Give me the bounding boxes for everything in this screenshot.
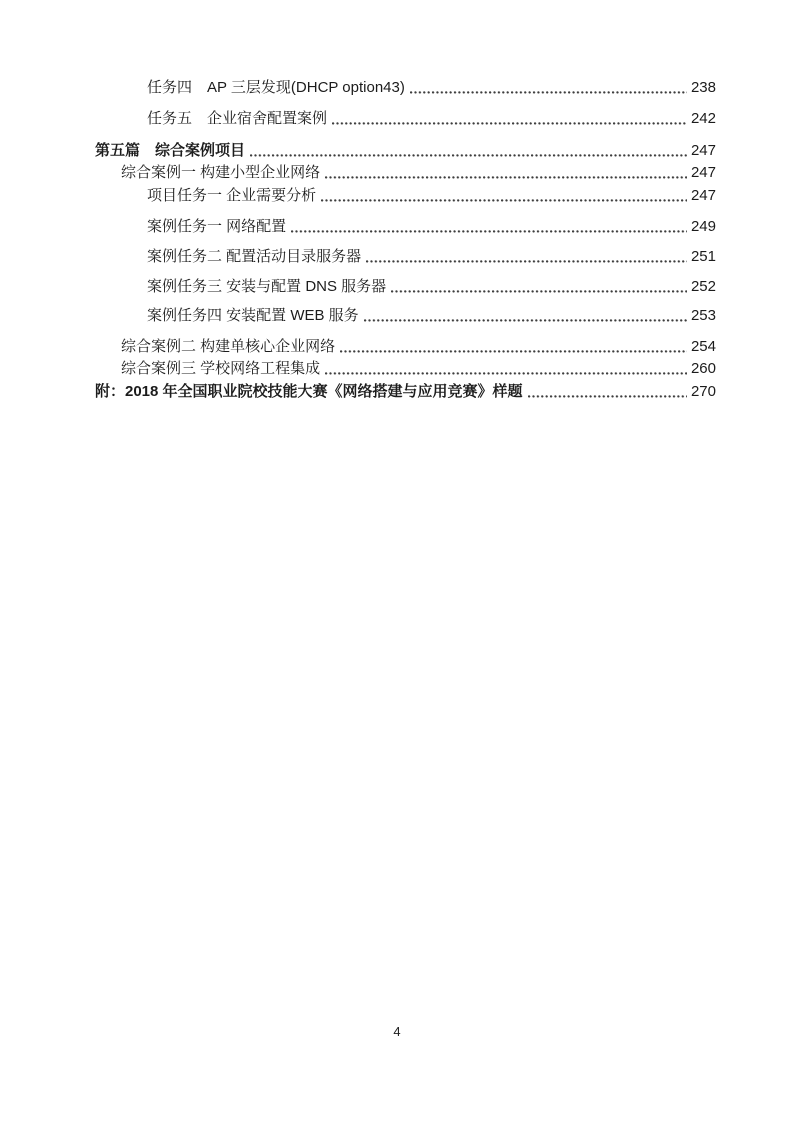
toc-entry-page-number: 242: [690, 110, 716, 127]
dot-leader: [291, 230, 687, 233]
toc-entry-label: 任务五 企业宿舍配置案例: [147, 110, 328, 127]
toc-entry-label: 第五篇 综合案例项目: [95, 142, 246, 159]
toc-entry[interactable]: [95, 165, 716, 181]
toc-entry-label: 任务四 AP 三层发现(DHCP option43): [147, 79, 405, 96]
toc-entry-page-number: 247: [690, 142, 716, 159]
dot-leader: [391, 290, 687, 293]
toc-entry-label: 案例任务一 网络配置: [147, 218, 287, 235]
toc-entry-page-number: 270: [690, 383, 716, 400]
toc-entry-label: 附：2018 年全国职业院校技能大赛《网络搭建与应用竞赛》样题: [95, 383, 523, 400]
toc-entry[interactable]: [95, 361, 716, 377]
dot-leader: [366, 260, 687, 263]
dot-leader: [325, 372, 687, 375]
toc-entry-page-number: 254: [690, 338, 716, 355]
toc-entry-label: 综合案例二 构建单核心企业网络: [121, 338, 336, 355]
toc-entry[interactable]: [95, 80, 716, 96]
dot-leader: [340, 350, 687, 353]
toc-entry-label: 综合案例三 学校网络工程集成: [121, 360, 321, 377]
toc-entry-page-number: 252: [690, 278, 716, 295]
dot-leader: [321, 199, 687, 202]
dot-leader: [332, 122, 687, 125]
toc-entry-page-number: 247: [690, 187, 716, 204]
toc-entry-page-number: 238: [690, 79, 716, 96]
dot-leader: [325, 176, 687, 179]
toc-entry-page-number: 251: [690, 248, 716, 265]
toc-entry-page-number: 249: [690, 218, 716, 235]
toc-entry-label: 案例任务四 安装配置 WEB 服务: [147, 307, 359, 324]
toc-entry-page-number: 260: [690, 360, 716, 377]
toc-entry-label: 综合案例一 构建小型企业网络: [121, 164, 321, 181]
dot-leader: [364, 319, 687, 322]
toc-entry-label: 项目任务一 企业需要分析: [147, 187, 317, 204]
table-of-contents: [95, 80, 716, 400]
toc-entry-page-number: 253: [690, 307, 716, 324]
toc-entry[interactable]: [95, 339, 716, 355]
footer-page-number: 4: [393, 1024, 401, 1039]
toc-entry-label: 案例任务三 安装与配置 DNS 服务器: [147, 278, 387, 295]
toc-entry[interactable]: [95, 188, 716, 204]
toc-entry[interactable]: [95, 143, 716, 159]
toc-entry[interactable]: [95, 249, 716, 265]
dot-leader: [528, 395, 687, 398]
toc-entry[interactable]: [95, 219, 716, 235]
toc-entry[interactable]: [95, 111, 716, 127]
toc-entry[interactable]: [95, 279, 716, 295]
dot-leader: [250, 154, 687, 157]
toc-entry[interactable]: [95, 384, 716, 400]
toc-entry-page-number: 247: [690, 164, 716, 181]
dot-leader: [410, 91, 687, 94]
toc-entry-label: 案例任务二 配置活动目录服务器: [147, 248, 362, 265]
toc-entry[interactable]: [95, 308, 716, 324]
